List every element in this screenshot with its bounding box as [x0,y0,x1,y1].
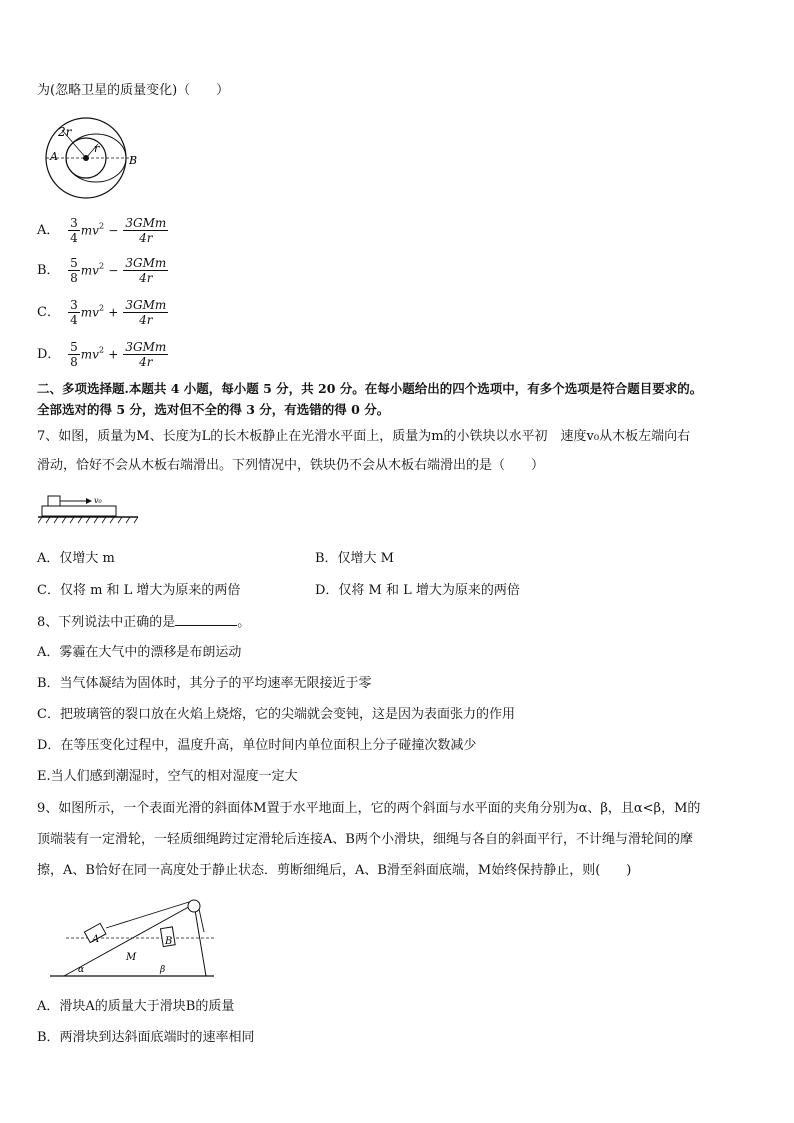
q7-line1: 7、如图，质量为M、长度为L的长木板静止在光滑水平面上，质量为m的小铁块以水平初 速度v₀从木板左端向右 [37,429,691,444]
q8-option-a: A．雾霾在大气中的漂移是布朗运动 [37,645,242,660]
label-2r: 2r [58,125,72,139]
q9-line3: 擦，A、B恰好在同一高度处于静止状态．剪断细绳后，A、B滑至斜面底端，M始终保持静止，则( ) [37,863,632,878]
label-b: B [129,154,138,167]
q6-intro: 为(忽略卫星的质量变化)（ ） [37,83,230,98]
q7-option-b: B．仅增大 M [315,551,394,566]
label-block-a: A [92,934,100,945]
incline-figure [48,890,218,982]
q9-option-b: B．两滑块到达斜面底端时的速率相同 [37,1030,255,1045]
section2-line1: 二、多项选择题.本题共 4 小题，每小题 5 分，共 20 分。在每小题给出的四个选项中，有多个选项是符合题目要求的。 [37,381,703,396]
q9-option-a: A．滑块A的质量大于滑块B的质量 [37,999,235,1014]
answer-blank [175,613,237,626]
label-block-b: B [165,936,173,947]
q7-line2: 滑动，恰好不会从木板右端滑出。下列情况中，铁块仍不会从木板右端滑出的是（ ） [37,458,545,473]
label-m: M [126,952,137,963]
q7-option-d: D．仅将 M 和 L 增大为原来的两倍 [315,583,520,598]
q8-option-b: B．当气体凝结为固体时，其分子的平均速率无限接近于零 [37,676,372,691]
q6-option-d: D． $\frac{5}{8}$ $mv^2$ + $\frac{\text{3GMm}}{4r}$ [37,340,167,369]
label-a: A [50,150,58,163]
q9-line2: 顶端装有一定滑轮，一轻质细绳跨过定滑轮后连接A、B两个小滑块，细绳与各自的斜面平行，不计绳与滑轮间的摩 [37,832,693,847]
q9-line1: 9、如图所示，一个表面光滑的斜面体M置于水平地面上，它的两个斜面与水平面的夹角分别为α、β，且α<β，M的 [37,801,701,816]
q6-option-c: C． $\frac{3}{4}$ $mv^2$ + $\frac{\text{3GMm}}{4r}$ [37,298,167,327]
q8-option-c: C．把玻璃管的裂口放在火焰上烧熔，它的尖端就会变钝，这是因为表面张力的作用 [37,707,515,722]
label-r: r [94,142,100,155]
section2-line2: 全部选对的得 5 分，选对但不全的得 3 分，有选错的得 0 分。 [37,402,390,417]
label-v0: v₀ [94,496,102,505]
q6-option-b: B． $\frac{5}{8}$ $mv^2$ − $\frac{\text{3GMm}}{4r}$ [37,256,167,285]
orbit-figure [38,114,138,204]
q7-option-a: A．仅增大 m [37,551,115,566]
q8-option-d: D．在等压变化过程中，温度升高，单位时间内单位面积上分子碰撞次数减少 [37,738,477,753]
q8-stem: 8、下列说法中正确的是 。 [37,615,251,630]
q6-option-a: A． $\frac{3}{4}$ $mv^2$ − $\frac{\text{3GMm}}{4r}$ [37,216,167,245]
q8-option-e: E.当人们感到潮湿时，空气的相对湿度一定大 [37,769,298,784]
label-beta: β [160,965,166,975]
label-alpha: α [78,965,85,975]
q7-option-c: C．仅将 m 和 L 增大为原来的两倍 [37,583,241,598]
board-figure [38,490,142,528]
